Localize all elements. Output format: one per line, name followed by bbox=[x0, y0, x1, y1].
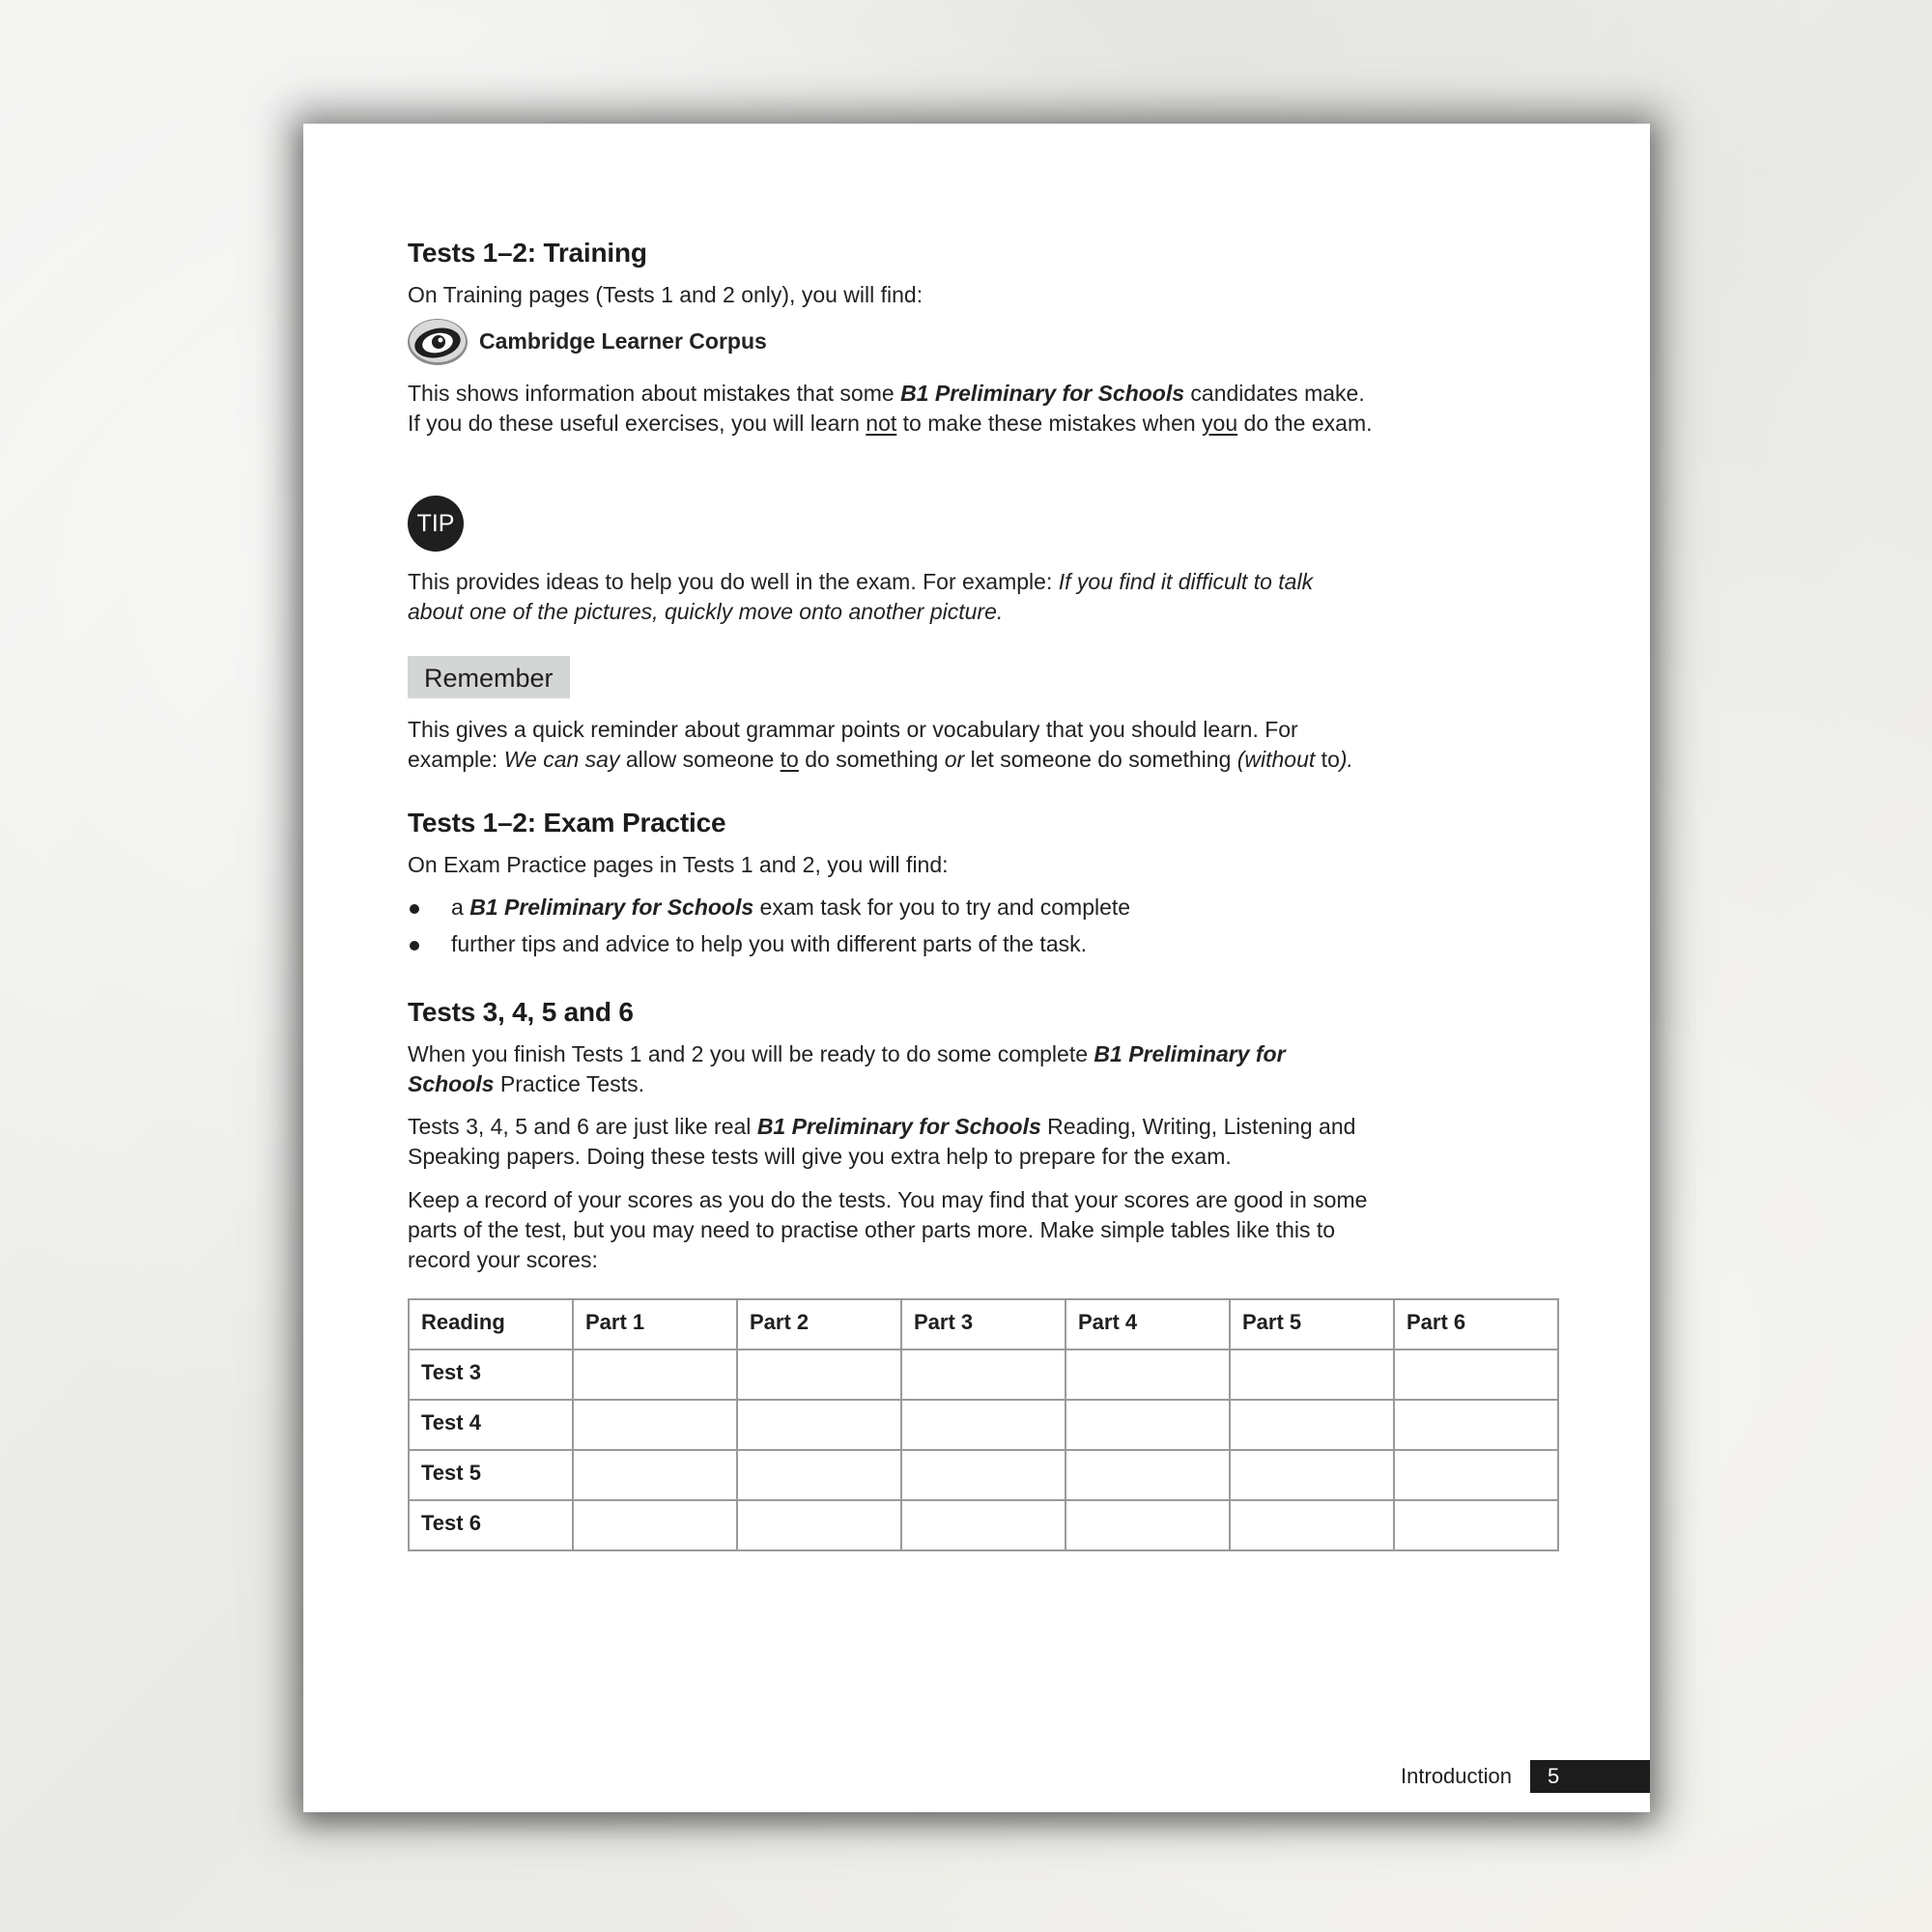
corpus-row bbox=[406, 315, 767, 367]
corpus-text-3: to make these mistakes when bbox=[896, 411, 1203, 436]
table-header-cell: Reading bbox=[409, 1299, 573, 1350]
tests-3-6-heading: Tests 3, 4, 5 and 6 bbox=[408, 997, 634, 1027]
score-cell[interactable] bbox=[1230, 1500, 1394, 1550]
exam-practice-list bbox=[408, 889, 1374, 962]
training-intro: On Training pages (Tests 1 and 2 only), you will find: bbox=[408, 282, 923, 307]
training-section bbox=[408, 236, 1374, 270]
document-page bbox=[303, 124, 1650, 1812]
tip-description bbox=[408, 567, 1374, 627]
underlined-to: to bbox=[780, 747, 799, 772]
p1-text-b: Practice Tests. bbox=[494, 1071, 644, 1096]
score-cell[interactable] bbox=[901, 1350, 1065, 1400]
p2-text-b: Reading, Writing, Listening and Speaking papers. Doing these tests will give you extra help to prepare for the exam. bbox=[408, 1114, 1356, 1169]
corpus-text-4: do the exam. bbox=[1237, 411, 1373, 436]
remember-text-1: This gives a quick reminder about grammar points or vocabulary that you should learn. For example: bbox=[408, 717, 1298, 772]
score-table bbox=[408, 1298, 1559, 1551]
score-cell[interactable] bbox=[901, 1500, 1065, 1550]
remember-without: (without bbox=[1236, 747, 1316, 772]
score-cell[interactable] bbox=[1065, 1400, 1230, 1450]
eye-icon bbox=[406, 315, 469, 367]
score-cell[interactable] bbox=[1394, 1450, 1558, 1500]
bullet-1-text-a: a bbox=[451, 895, 470, 920]
table-header-row bbox=[409, 1299, 1558, 1350]
score-cell[interactable] bbox=[901, 1450, 1065, 1500]
score-cell[interactable] bbox=[1394, 1400, 1558, 1450]
table-header-cell: Part 1 bbox=[573, 1299, 737, 1350]
remember-text-5: to bbox=[1315, 747, 1340, 772]
tip-example: If you find it difficult to talk about one of the pictures, quickly move onto another picture. bbox=[408, 569, 1314, 624]
remember-text-3: do something bbox=[798, 747, 945, 772]
score-cell[interactable] bbox=[901, 1400, 1065, 1450]
remember-or: or bbox=[944, 747, 965, 772]
remember-we-can-say: We can say bbox=[503, 747, 620, 772]
remember-badge: Remember bbox=[408, 656, 570, 698]
score-cell[interactable] bbox=[573, 1350, 737, 1400]
table-row bbox=[409, 1500, 1558, 1550]
score-cell[interactable] bbox=[1230, 1400, 1394, 1450]
page-number: 5 bbox=[1530, 1760, 1650, 1793]
row-label: Test 6 bbox=[409, 1500, 573, 1550]
score-cell[interactable] bbox=[1065, 1450, 1230, 1500]
score-cell[interactable] bbox=[573, 1450, 737, 1500]
score-cell[interactable] bbox=[737, 1400, 901, 1450]
bullet-2-text: further tips and advice to help you with different parts of the task. bbox=[451, 931, 1088, 956]
corpus-text-1: This shows information about mistakes that some bbox=[408, 381, 901, 406]
tests-3-6-paragraph-2 bbox=[408, 1112, 1374, 1172]
table-row bbox=[409, 1350, 1558, 1400]
score-cell[interactable] bbox=[1394, 1350, 1558, 1400]
corpus-text-2: candidates make. If you do these useful exercises, you will learn bbox=[408, 381, 1365, 436]
remember-text-2: allow someone bbox=[619, 747, 781, 772]
bullet-icon bbox=[410, 941, 419, 951]
tip-text: This provides ideas to help you do well in the exam. For example: bbox=[408, 569, 1059, 594]
corpus-description bbox=[408, 379, 1374, 439]
tip-badge: TIP bbox=[408, 496, 464, 552]
corpus-label: Cambridge Learner Corpus bbox=[479, 327, 767, 354]
score-cell[interactable] bbox=[1230, 1350, 1394, 1400]
exam-name-bold: B1 Preliminary for Schools bbox=[469, 895, 754, 920]
table-row bbox=[409, 1400, 1558, 1450]
score-cell[interactable] bbox=[737, 1350, 901, 1400]
score-cell[interactable] bbox=[1065, 1350, 1230, 1400]
list-item bbox=[408, 889, 1374, 925]
bullet-icon bbox=[410, 904, 419, 914]
footer-section-label: Introduction bbox=[1401, 1764, 1512, 1788]
row-label: Test 3 bbox=[409, 1350, 573, 1400]
score-cell[interactable] bbox=[1394, 1500, 1558, 1550]
remember-text-4: let someone do something bbox=[964, 747, 1237, 772]
underlined-not: not bbox=[866, 411, 897, 436]
table-header-cell: Part 2 bbox=[737, 1299, 901, 1350]
score-cell[interactable] bbox=[737, 1450, 901, 1500]
remember-close: ). bbox=[1339, 747, 1353, 772]
exam-name-bold: B1 Preliminary for Schools bbox=[756, 1114, 1041, 1139]
table-header-cell: Part 6 bbox=[1394, 1299, 1558, 1350]
list-item bbox=[408, 925, 1374, 962]
exam-name-bold: B1 Preliminary for Schools bbox=[408, 1041, 1286, 1096]
row-label: Test 4 bbox=[409, 1400, 573, 1450]
table-row bbox=[409, 1450, 1558, 1500]
score-cell[interactable] bbox=[1230, 1450, 1394, 1500]
score-cell[interactable] bbox=[1065, 1500, 1230, 1550]
exam-practice-heading: Tests 1–2: Exam Practice bbox=[408, 808, 726, 838]
bullet-1-text-b: exam task for you to try and complete bbox=[753, 895, 1131, 920]
underlined-you: you bbox=[1202, 411, 1238, 436]
table-header-cell: Part 3 bbox=[901, 1299, 1065, 1350]
p2-text-a: Tests 3, 4, 5 and 6 are just like real bbox=[408, 1114, 757, 1139]
tests-3-6-paragraph-1 bbox=[408, 1039, 1374, 1099]
table-header-cell: Part 5 bbox=[1230, 1299, 1394, 1350]
exam-practice-intro: On Exam Practice pages in Tests 1 and 2, you will find: bbox=[408, 852, 949, 877]
tests-3-6-paragraph-3: Keep a record of your scores as you do the tests. You may find that your scores are good in some parts of the test, but you may need to practise other parts more. Make simple tables like this to record your scores: bbox=[408, 1187, 1368, 1272]
score-cell[interactable] bbox=[737, 1500, 901, 1550]
training-heading: Tests 1–2: Training bbox=[408, 238, 647, 268]
p1-text-a: When you finish Tests 1 and 2 you will be ready to do some complete bbox=[408, 1041, 1094, 1066]
table-header-cell: Part 4 bbox=[1065, 1299, 1230, 1350]
score-cell[interactable] bbox=[573, 1500, 737, 1550]
exam-name-bold: B1 Preliminary for Schools bbox=[900, 381, 1185, 406]
row-label: Test 5 bbox=[409, 1450, 573, 1500]
score-cell[interactable] bbox=[573, 1400, 737, 1450]
remember-description bbox=[408, 715, 1374, 775]
